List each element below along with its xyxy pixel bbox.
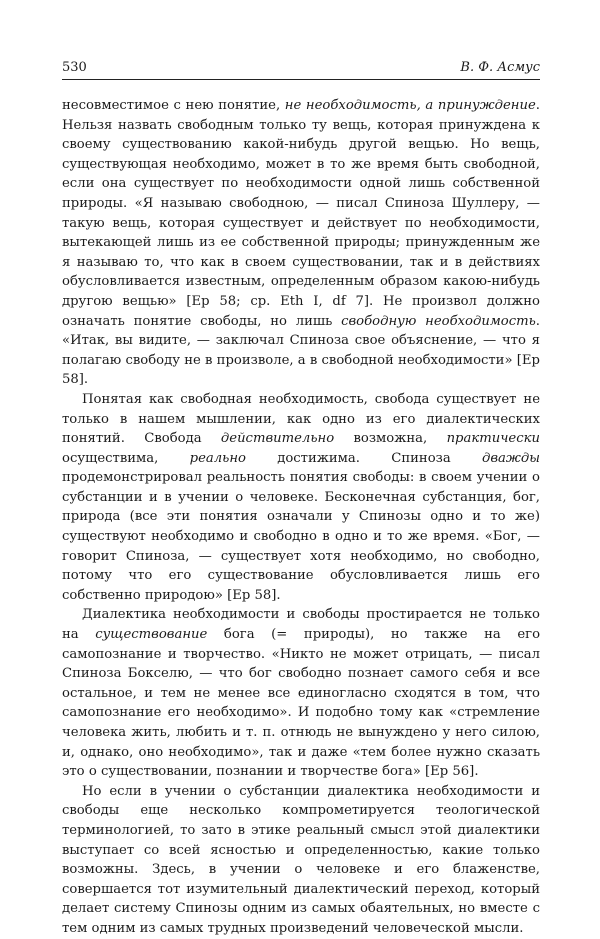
book-page: [62, 60, 540, 939]
text-segment: несовместимое с нею понятие,: [62, 98, 285, 113]
running-head-author: В. Ф. Асмус: [460, 60, 540, 75]
text-segment: возможна,: [334, 431, 447, 447]
text-segment: продемонстрировал реальность понятия свободы: в своем учении о субстанции и в учении о человеке. Бесконечная субстанция, бог, природа (все эти понятия означали у Спинозы одно и то же) существуют необходимо и свободно в одно и то же время. «Бог, — говорит Спиноза, — существует хотя необходимо, но свободно, потому что его существование обусловливается лишь его собственно природою» [Ep 58].: [62, 470, 540, 603]
emphasis-text: действительно: [220, 431, 335, 447]
page-number: 530: [62, 60, 87, 75]
text-segment: достижима. Спиноза: [245, 450, 482, 466]
paragraph-1: [62, 96, 540, 390]
text-segment: бога (= природы), но также на его самопознание и творчество. «Никто не может отрицать, — писал Спиноза Бокселю, — что бог свободно познает самого себя и все остальное, и тем не менее все единогласно сходятся в том, что самопознание его необходимо». И подобно тому как «стремление человека жить, любить и т. п. отнюдь не вынуждено у него силою, и, однако, оно необходимо», так и даже «тем более нужно сказать это о существовании, познании и творчестве бога» [Ep 56].: [62, 627, 541, 780]
body-text: [62, 96, 540, 939]
paragraph-2: [62, 390, 540, 606]
emphasis-text: свободную необходимость: [341, 313, 536, 329]
emphasis-text: не необходимость, а принуждение: [284, 98, 536, 113]
running-header: [62, 60, 540, 80]
text-segment: . «Итак, вы видите, — заключал Спиноза свое объяснение, — что я полагаю свободу не в произволе, а в свободной необходимости» [Ep 58].: [62, 313, 540, 388]
emphasis-text: практически: [446, 431, 540, 447]
paragraph-3: [62, 605, 540, 781]
emphasis-text: дважды: [482, 450, 540, 466]
text-segment: осуществима,: [62, 450, 190, 466]
paragraph-4: [62, 782, 540, 939]
emphasis-text: существование: [95, 627, 208, 643]
emphasis-text: реально: [189, 450, 246, 466]
text-segment: Диалектика необходимости и свободы простирается не только на: [62, 607, 540, 643]
text-segment: Понятая как свободная необходимость, свобода существует не только в нашем мышлении, как одно из его диалектических понятий. Свобода: [62, 391, 540, 447]
text-segment: . Нельзя назвать свободным только ту вещь, которая принуждена к своему существованию какой-нибудь другой вещью. Но вещь, существующая необходимо, может в то же время быть свободной, если она существует по необходимости одной лишь собственной природы. «Я называю свободною, — писал Спиноза Шуллеру, — такую вещь, которая существует и действует по необходимости, вытекающей лишь из ее собственной природы; принужденным же я называю то, что как в своем существовании, так и в действиях обусловливается известным, определенным образом какою-нибудь другою вещью» [Ep 58; cp. Eth I, df 7]. Не произвол должно означать понятие свободы, но лишь: [62, 98, 540, 329]
text-segment: Но если в учении о субстанции диалектика необходимости и свободы еще несколько компрометируется теологической терминологией, то зато в этике реальный смысл этой диалектики выступает со всей ясностью и определенностью, какие только возможны. Здесь, в учении о человеке и его блаженстве, совершается тот изумительный диалектический переход, который делает систему Спинозы одним из самых обаятельных, но вместе с тем одним из самых трудных произведений человеческой мысли.: [62, 783, 540, 936]
